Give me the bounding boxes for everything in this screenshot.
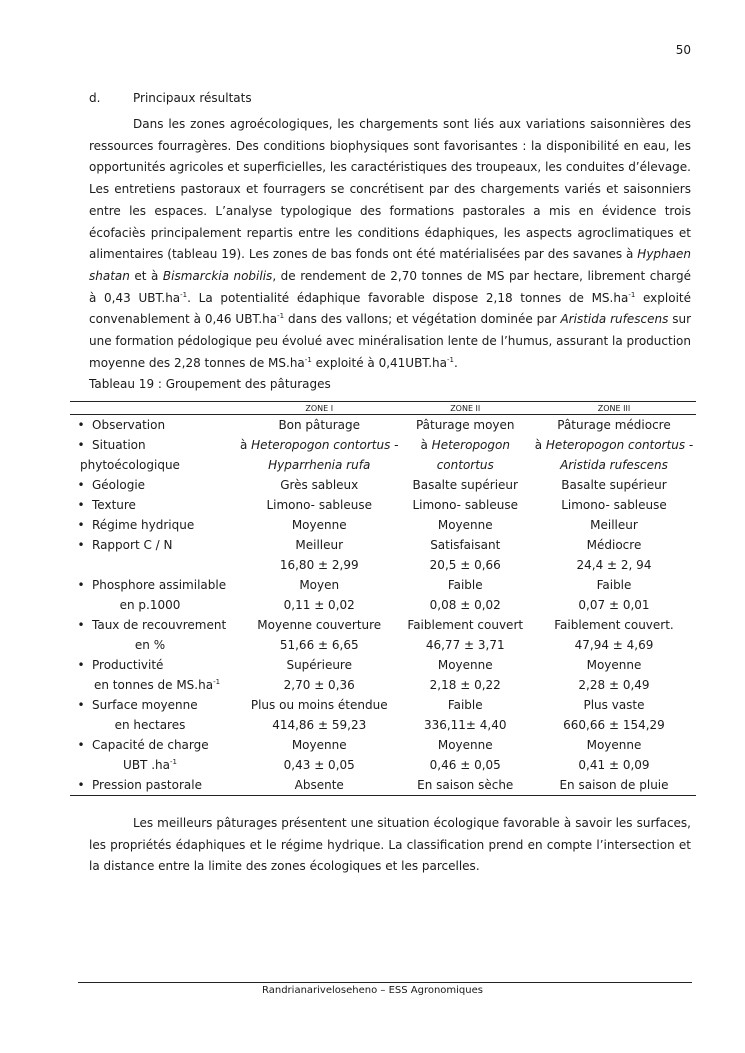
table-row <box>70 695 696 715</box>
row-label: Géologie <box>92 478 146 492</box>
table-row <box>70 595 696 615</box>
table-cell <box>70 435 240 455</box>
table-cell <box>70 595 240 615</box>
table-cell: Faiblement couvert <box>407 618 524 632</box>
table-row <box>70 455 696 475</box>
bullet: • <box>77 578 85 592</box>
bullet: • <box>77 498 85 512</box>
results-paragraph <box>89 114 691 374</box>
table-cell <box>70 475 240 495</box>
table-cell: Moyenne couverture <box>257 618 382 632</box>
text-run: et à <box>129 268 163 283</box>
table-cell: Médiocre <box>586 538 642 552</box>
table-cell: Meilleur <box>590 518 638 532</box>
table-cell: 47,94 ± 4,69 <box>574 638 654 652</box>
cell-text: à <box>239 438 252 452</box>
bullet: • <box>77 438 85 452</box>
row-label: Surface moyenne <box>92 698 198 712</box>
table-row <box>70 775 696 796</box>
row-sublabel: en hectares <box>114 718 186 732</box>
table-cell <box>70 615 240 635</box>
table-cell <box>70 775 240 796</box>
table-cell: Basalte supérieur <box>561 478 667 492</box>
table-cell: Moyenne <box>586 738 642 752</box>
text-run: Les meilleurs pâturages présentent une situation écologique favorable à savoir les surfaces, les propriétés édaphiques et le régime hydrique. La classification prend en compte l’intersection et la distance entre la limite des zones écologiques et les parcelles. <box>89 816 691 874</box>
table-cell <box>70 575 240 595</box>
header-zone-2: ZONE II <box>398 402 532 415</box>
species-name: Aristida rufescens <box>560 312 669 327</box>
table-cell: Faible <box>447 698 483 712</box>
cell-text: -1 <box>213 678 221 686</box>
table-caption: Tableau 19 : Groupement des pâturages <box>89 377 331 391</box>
table-cell: Moyenne <box>291 518 347 532</box>
table-cell <box>70 415 240 436</box>
page-footer: Randrianariveloseheno – ESS Agronomiques <box>262 985 483 996</box>
bullet: • <box>77 698 85 712</box>
row-sublabel: en p.1000 <box>119 598 181 612</box>
bullet: • <box>77 738 85 752</box>
cell-text: Heteropogon contortus - <box>251 438 399 452</box>
bullet: • <box>77 658 85 672</box>
row-label: Rapport C / N <box>92 538 173 552</box>
cell-text: Heteropogon contortus - <box>545 438 694 452</box>
table-cell <box>240 455 399 475</box>
table-cell: Limono- sableuse <box>561 498 667 512</box>
table-cell: Moyen <box>299 578 340 592</box>
text-run: . La potentialité édaphique favorable dispose 2,18 tonnes de MS.ha <box>187 290 629 305</box>
conclusion-paragraph <box>89 813 691 878</box>
table-cell: En saison sèche <box>398 775 532 796</box>
bullet: • <box>77 418 85 432</box>
table-cell: Plus vaste <box>583 698 645 712</box>
table-cell: Limono- sableuse <box>412 498 518 512</box>
row-label: Pression pastorale <box>92 778 202 792</box>
table-cell: En saison de pluie <box>532 775 696 796</box>
section-heading <box>89 91 252 105</box>
table-cell: 0,11 ± 0,02 <box>283 598 355 612</box>
table-cell: Supérieure <box>286 658 352 672</box>
row-label: Taux de recouvrement <box>92 618 227 632</box>
bullet: • <box>77 478 85 492</box>
cell-text: Aristida rufescens <box>560 458 668 472</box>
row-label: Capacité de charge <box>92 738 209 752</box>
row-label: Texture <box>92 498 136 512</box>
table-row <box>70 555 696 575</box>
row-label: Phosphore assimilable <box>92 578 227 592</box>
row-sublabel: phytoécologique <box>80 458 180 472</box>
cell-text: -1 <box>169 758 177 766</box>
row-label: Régime hydrique <box>92 518 195 532</box>
table-cell <box>70 555 240 575</box>
table-cell <box>70 695 240 715</box>
text-run: dans des vallons; et végétation dominée par <box>284 312 561 327</box>
table-cell: Satisfaisant <box>430 538 501 552</box>
page-number: 50 <box>675 43 691 57</box>
table-cell: 0,41 ± 0,09 <box>578 758 650 772</box>
superscript: -1 <box>277 312 285 321</box>
superscript: -1 <box>304 355 312 364</box>
table-cell: Meilleur <box>295 538 344 552</box>
text-run: exploité à 0,41UBT.ha <box>311 355 447 370</box>
cell-text: Hyparrhenia rufa <box>268 458 371 472</box>
row-label: Observation <box>92 418 166 432</box>
table-cell <box>70 755 240 775</box>
table-cell <box>70 675 240 695</box>
table-cell <box>70 455 240 475</box>
table-cell: 20,5 ± 0,66 <box>429 558 501 572</box>
table-cell: Moyenne <box>437 518 493 532</box>
table-cell: Faible <box>447 578 483 592</box>
text-run: exploité convenablement à 0,46 UBT.ha <box>89 290 691 327</box>
superscript: -1 <box>180 290 188 299</box>
table-cell: 2,70 ± 0,36 <box>283 678 355 692</box>
table-cell: Limono- sableuse <box>266 498 372 512</box>
table-row <box>70 515 696 535</box>
table-cell: Grès sableux <box>280 478 359 492</box>
bullet: • <box>77 538 85 552</box>
table-cell: 0,46 ± 0,05 <box>429 758 501 772</box>
table-cell: Absente <box>240 775 399 796</box>
species-name: Bismarckia nobilis <box>162 268 273 283</box>
table-cell: Moyenne <box>437 658 493 672</box>
table-cell: 2,28 ± 0,49 <box>578 678 650 692</box>
table-cell: 336,11± 4,40 <box>423 718 507 732</box>
table-cell <box>70 715 240 735</box>
table-row <box>70 575 696 595</box>
table-cell <box>70 495 240 515</box>
table-cell: 0,43 ± 0,05 <box>283 758 355 772</box>
table-cell: Basalte supérieur <box>412 478 518 492</box>
superscript: -1 <box>628 290 636 299</box>
table-cell: Faible <box>596 578 632 592</box>
pasture-grouping-table <box>70 401 696 796</box>
cell-text: Heteropogon <box>431 438 510 452</box>
table-cell <box>70 735 240 755</box>
table-cell: Faiblement couvert. <box>554 618 674 632</box>
table-cell <box>70 515 240 535</box>
row-label: Situation <box>92 438 146 452</box>
table-cell: Pâturage moyen <box>415 418 515 432</box>
table-cell: Moyenne <box>291 738 347 752</box>
table-cell <box>398 435 532 455</box>
row-sublabel: en % <box>134 638 166 652</box>
table-header-row <box>70 402 696 415</box>
table-cell <box>532 435 696 455</box>
table-cell: Moyenne <box>437 738 493 752</box>
table-row <box>70 495 696 515</box>
table-cell: 16,80 ± 2,99 <box>279 558 359 572</box>
table-cell <box>70 535 240 555</box>
text-run: , de rendement de 2,70 tonnes de MS par hectare, librement chargé à 0,43 UBT.ha <box>89 268 692 305</box>
header-zone-1: ZONE I <box>240 402 399 415</box>
text-run: sur une formation pédologique peu évolué avec minéralisation lente de l’humus, assurant la production moyenne des 2,28 tonnes de MS.ha <box>89 312 691 370</box>
row-sublabel <box>70 755 210 775</box>
table-cell: Plus ou moins étendue <box>250 698 388 712</box>
table-row <box>70 755 696 775</box>
row-label: Productivité <box>92 658 164 672</box>
table-cell: Moyenne <box>586 658 642 672</box>
table-row <box>70 435 696 455</box>
table-cell: 2,18 ± 0,22 <box>429 678 501 692</box>
row-sublabel <box>70 678 220 692</box>
header-zone-3: ZONE III <box>532 402 696 415</box>
table-row <box>70 535 696 555</box>
section-title: Principaux résultats <box>133 91 252 105</box>
table-cell: Bon pâturage <box>278 418 360 432</box>
footer-rule <box>78 982 692 983</box>
table-row <box>70 415 696 436</box>
table-row <box>70 635 696 655</box>
table-row <box>70 475 696 495</box>
section-number: d. <box>89 91 101 105</box>
cell-text: contortus <box>436 458 494 472</box>
bullet: • <box>77 778 85 792</box>
superscript: -1 <box>446 355 454 364</box>
table-row <box>70 675 696 695</box>
table-cell: 0,08 ± 0,02 <box>429 598 501 612</box>
species-name: Hyphaen shatan <box>89 247 691 283</box>
cell-text: à <box>420 438 432 452</box>
table-cell <box>398 455 532 475</box>
table-cell: 51,66 ± 6,65 <box>279 638 359 652</box>
table-cell <box>240 435 399 455</box>
table-cell <box>532 455 696 475</box>
bullet: • <box>77 518 85 532</box>
table-cell: Pâturage médiocre <box>557 418 671 432</box>
table-cell <box>70 655 240 675</box>
table-cell: 46,77 ± 3,71 <box>425 638 505 652</box>
table-cell: 24,4 ± 2, 94 <box>576 558 652 572</box>
table-cell <box>70 635 240 655</box>
table-row <box>70 615 696 635</box>
text-run: . <box>453 355 458 370</box>
table-row <box>70 655 696 675</box>
cell-text: en tonnes de MS.ha <box>94 678 214 692</box>
table-row <box>70 735 696 755</box>
cell-text: à <box>534 438 546 452</box>
text-run: Dans les zones agroécologiques, les chargements sont liés aux variations saisonnières des ressources fourragères. Des conditions biophysiques sont favorisantes : la disponibilité en eau, les opportunités agricoles et superficielles, les caractéristiques des troupeaux, les conduites d’élevage. Les entretiens pastoraux et fourragers se concrétisent par des chargements variés et saisonniers entre les espaces. L’analyse typologique des formations pastorales a mis en évidence trois écofaciès principalement repartis entre les conditions édaphiques, les aspects agroclimatiques et alimentaires (tableau 19). Les zones de bas fonds ont été matérialisées par des savanes à <box>89 117 691 262</box>
table-cell: 660,66 ± 154,29 <box>563 718 665 732</box>
header-blank <box>70 402 240 415</box>
table-row <box>70 715 696 735</box>
table-cell: 0,07 ± 0,01 <box>578 598 650 612</box>
cell-text: UBT .ha <box>123 758 170 772</box>
bullet: • <box>77 618 85 632</box>
table-cell: 414,86 ± 59,23 <box>272 718 367 732</box>
